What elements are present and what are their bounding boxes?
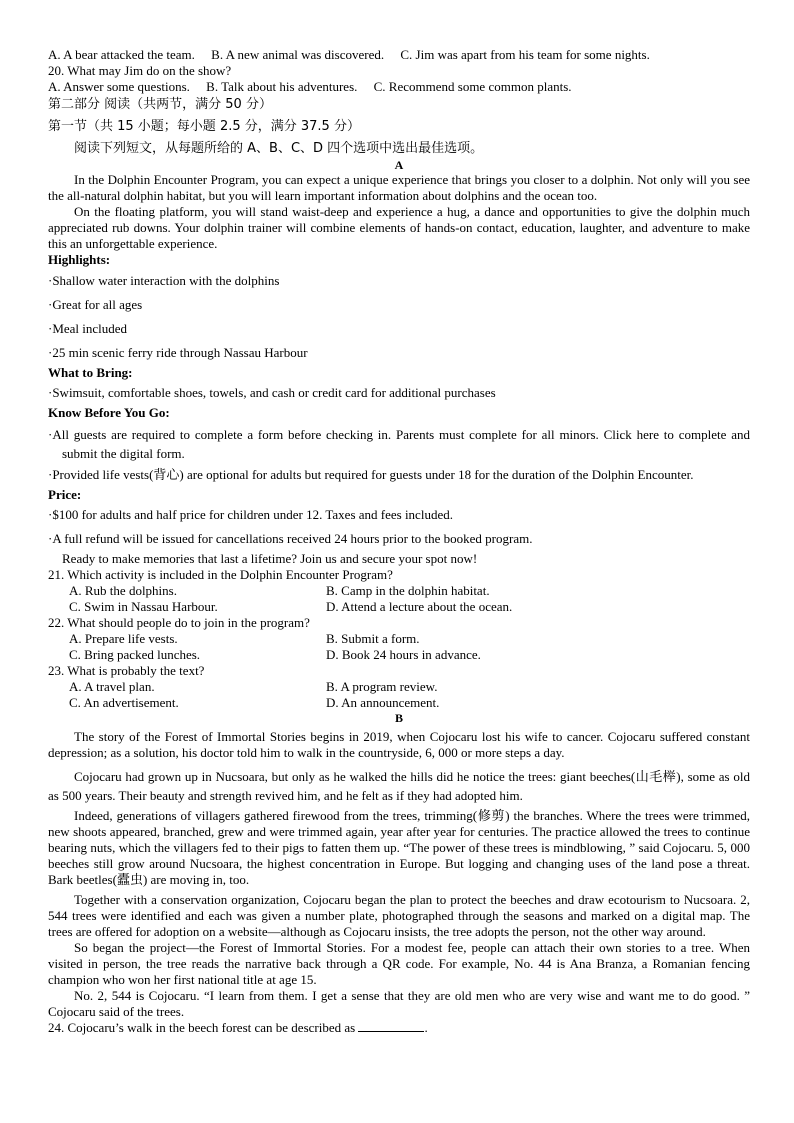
q20-question: 20. What may Jim do on the show?	[48, 63, 232, 78]
q23-question: 23. What is probably the text?	[48, 663, 205, 678]
passage-b-paragraph-6: No. 2, 544 is Cojocaru. “I learn from them. I get a sense that they are old men who are very wise and want me to do good. ” Cojocaru said of the trees.	[48, 988, 750, 1019]
q20-option-b: B. Talk about his adventures.	[206, 79, 358, 94]
q20-option-c: C. Recommend some common plants.	[373, 79, 572, 94]
q23-option-d: D. An announcement.	[326, 695, 440, 710]
q22-options	[48, 631, 750, 663]
exam-page	[48, 47, 750, 1036]
q23-option-a: A. A travel plan.	[69, 679, 155, 694]
q21-option-c: C. Swim in Nassau Harbour.	[69, 599, 218, 614]
q21-question: 21. Which activity is included in the Dolphin Encounter Program?	[48, 567, 393, 582]
q21-option-a: A. Rub the dolphins.	[69, 583, 177, 598]
q19-options	[48, 47, 750, 63]
passage-b-paragraph-5: So began the project—the Forest of Immortal Stories. For a modest fee, people can attach their own stories to a tree. When visited in person, the tree reads the narrative back through a QR code. For example, No. 44 is Ana Branza, a Romanian fencing champion who won her first national title at age 15.	[48, 940, 750, 987]
passage-b-paragraph-1: The story of the Forest of Immortal Stories begins in 2019, when Cojocaru lost his wife to cancer. Cojocaru suffered constant depression; as a solution, his doctor told him to walk in the countryside, 6, 000 or more steps a day.	[48, 729, 750, 760]
q19-option-b: B. A new animal was discovered.	[211, 47, 385, 62]
price-heading: Price:	[48, 487, 82, 502]
bring-item: ·Swimsuit, comfortable shoes, towels, and cash or credit card for additional purchases	[48, 385, 496, 400]
q20-options	[48, 79, 750, 95]
section-title: 第二部分 阅读（共两节，满分 50 分）	[48, 97, 272, 112]
section-subtitle: 第一节（共 15 小题；每小题 2.5 分，满分 37.5 分）	[48, 119, 360, 134]
q22-question: 22. What should people do to join in the program?	[48, 615, 310, 630]
passage-b-paragraph-2: Cojocaru had grown up in Nucsoara, but only as he walked the hills did he notice the trees: giant beeches(山毛榉), some as old as 500 years. Their beauty and strength revived him, and he felt as if they had adopted him.	[48, 769, 750, 803]
bring-heading: What to Bring:	[48, 365, 133, 380]
q21-options	[48, 583, 750, 615]
price-item: ·$100 for adults and half price for children under 12. Taxes and fees included.	[48, 507, 453, 522]
q21-option-d: D. Attend a lecture about the ocean.	[326, 599, 513, 614]
highlight-item: ·Meal included	[48, 321, 128, 336]
q24-question-text: 24. Cojocaru’s walk in the beech forest can be described as	[48, 1020, 356, 1035]
passage-a-paragraph-1: In the Dolphin Encounter Program, you can expect a unique experience that brings you closer to a dolphin. Not only will you see the all-natural dolphin habitat, but you will learn important information about dolphins and the ocean too.	[48, 172, 750, 203]
q22-option-d: D. Book 24 hours in advance.	[326, 647, 481, 662]
highlight-item: ·Great for all ages	[48, 297, 143, 312]
q22-option-b: B. Submit a form.	[326, 631, 420, 646]
q21-option-b: B. Camp in the dolphin habitat.	[326, 583, 490, 598]
q23-options	[48, 679, 750, 711]
q22-option-c: C. Bring packed lunches.	[69, 647, 201, 662]
section-instruction: 阅读下列短文，从每题所给的 A、B、C、D 四个选项中选出最佳选项。	[74, 141, 484, 156]
highlight-item: ·Shallow water interaction with the dolphins	[48, 273, 280, 288]
q23-option-b: B. A program review.	[326, 679, 438, 694]
passage-b-paragraph-3: Indeed, generations of villagers gathered firewood from the trees, trimming(修剪) the branches. Where the trees were trimmed, new shoots appeared, branched, grew and were trimmed again, year after year for centuries. The practice allowed the trees to continue bearing nuts, which the villagers fed to their pigs to fatten them up. “The power of these trees is mindblowing, ” said Cojocaru. 5, 000 beeches still grow around Nucsoara, the highest concentration in Europe. But logging and changing uses of the land pose a threat. Bark beetles(蠹虫) are moving in, too.	[48, 808, 750, 887]
passage-b-paragraph-4: Together with a conservation organization, Cojocaru began the plan to protect the beeches and draw ecotourism to Nucsoara. 2, 544 trees were identified and each was given a number plate, photographed through the seasons and marked on a digital map. The trees are offered for adoption on a website—although as Cojocaru insists, the tree adopts the person, not the other way around.	[48, 892, 750, 939]
price-item: ·A full refund will be issued for cancellations received 24 hours prior to the booked program.	[48, 531, 533, 546]
passage-a-paragraph-2: On the floating platform, you will stand waist-deep and experience a hug, a dance and opportunities to give the dolphin much appreciated rub downs. Your dolphin trainer will combine elements of hands-on contact, education, laughter, and adventure to make this an unforgettable experience.	[48, 204, 750, 251]
passage-a-closing: Ready to make memories that last a lifetime? Join us and secure your spot now!	[62, 551, 478, 566]
q19-option-c: C. Jim was apart from his team for some nights.	[400, 47, 650, 62]
q22-option-a: A. Prepare life vests.	[69, 631, 178, 646]
q19-option-a: A. A bear attacked the team.	[48, 47, 195, 62]
q24-answer-blank	[358, 1020, 424, 1032]
know-item: ·All guests are required to complete a form before checking in. Parents must complete for all minors. Click here to complete and submit the digital form.	[48, 427, 750, 461]
highlight-item: ·25 min scenic ferry ride through Nassau Harbour	[48, 345, 308, 360]
passage-b-label: B	[394, 711, 403, 725]
know-item: ·Provided life vests(背心) are optional for adults but required for guests under 18 for the duration of the Dolphin Encounter.	[48, 467, 694, 482]
q20-option-a: A. Answer some questions.	[48, 79, 190, 94]
q23-option-c: C. An advertisement.	[69, 695, 179, 710]
passage-a-label: A	[394, 158, 404, 172]
know-heading: Know Before You Go:	[48, 405, 170, 420]
q24-question-end: .	[424, 1020, 428, 1035]
q24-question	[48, 1020, 750, 1036]
highlights-heading: Highlights:	[48, 252, 111, 267]
